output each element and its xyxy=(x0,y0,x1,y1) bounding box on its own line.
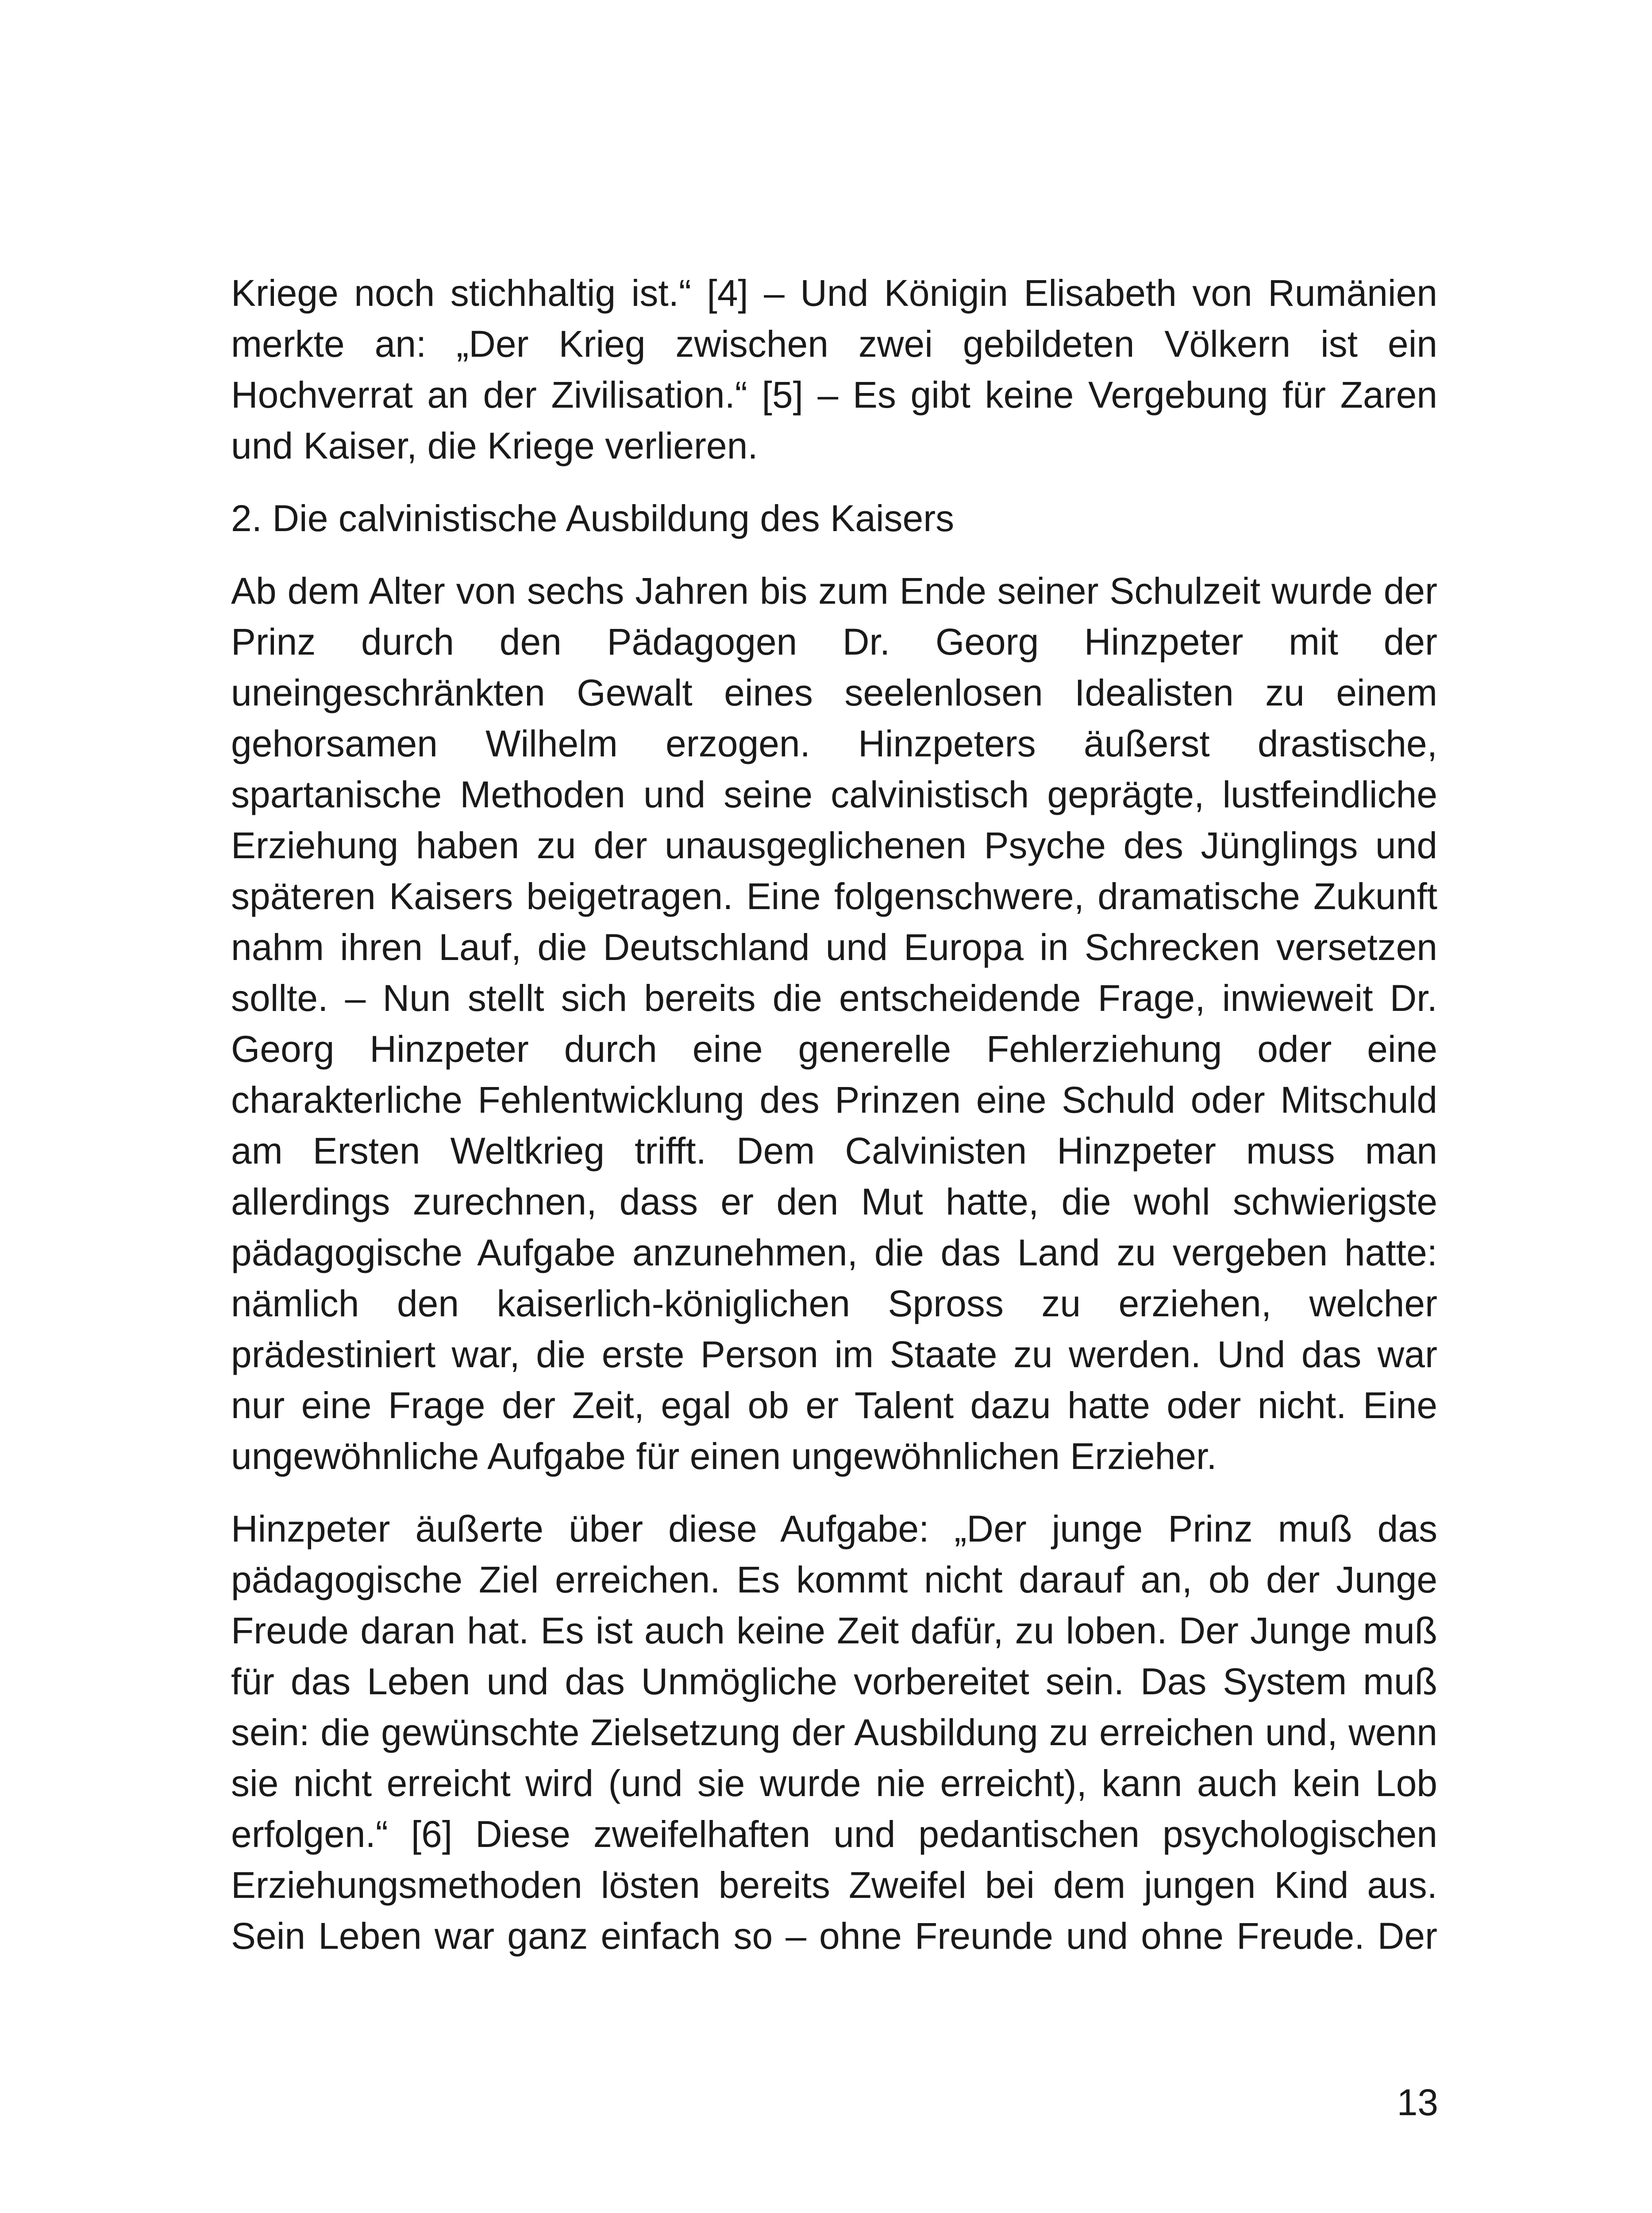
text-line: gehorsamen Wilhelm erzogen. Hinzpeters äußerst drastische, xyxy=(231,723,1437,764)
text-line: Prinz durch den Pädagogen Dr. Georg Hinzpeter mit der xyxy=(231,621,1437,663)
text-line: nahm ihren Lauf, die Deutschland und Europa in Schrecken versetzen xyxy=(231,926,1437,968)
section-heading xyxy=(231,493,1437,544)
text-line: Freude daran hat. Es ist auch keine Zeit dafür, zu loben. Der Junge muß xyxy=(231,1610,1437,1651)
paragraph-gap xyxy=(231,1482,1437,1504)
text-line: Erziehungsmethoden lösten bereits Zweifel bei dem jungen Kind aus. xyxy=(231,1864,1437,1906)
text-line: allerdings zurechnen, dass er den Mut hatte, die wohl schwierigste xyxy=(231,1181,1437,1222)
text-line: ungewöhnliche Aufgabe für einen ungewöhnlichen Erzieher. xyxy=(231,1435,1217,1477)
text-line: prädestiniert war, die erste Person im Staate zu werden. Und das war xyxy=(231,1334,1437,1375)
paragraph-gap xyxy=(231,471,1437,493)
text-line: Georg Hinzpeter durch eine generelle Fehlerziehung oder eine xyxy=(231,1028,1437,1070)
paragraph-gap xyxy=(231,544,1437,566)
text-line: und Kaiser, die Kriege verlieren. xyxy=(231,425,758,467)
text-line: Ab dem Alter von sechs Jahren bis zum Ende seiner Schulzeit wurde der xyxy=(231,570,1437,612)
text-line: nämlich den kaiserlich-königlichen Spross zu erziehen, welcher xyxy=(231,1283,1437,1324)
text-line: am Ersten Weltkrieg trifft. Dem Calvinisten Hinzpeter muss man xyxy=(231,1130,1437,1172)
text-line: sollte. – Nun stellt sich bereits die entscheidende Frage, inwieweit Dr. xyxy=(231,977,1437,1019)
body-text xyxy=(231,268,1437,1962)
text-line: uneingeschränkten Gewalt eines seelenlosen Idealisten zu einem xyxy=(231,672,1437,713)
text-line: nur eine Frage der Zeit, egal ob er Talent dazu hatte oder nicht. Eine xyxy=(231,1384,1437,1426)
text-line: sein: die gewünschte Zielsetzung der Ausbildung zu erreichen und, wenn xyxy=(231,1712,1437,1753)
text-line: merkte an: „Der Krieg zwischen zwei gebildeten Völkern ist ein xyxy=(231,323,1437,365)
text-line: erfolgen.“ [6] Diese zweifelhaften und pedantischen psychologischen xyxy=(231,1813,1437,1855)
text-line: pädagogische Ziel erreichen. Es kommt nicht darauf an, ob der Junge xyxy=(231,1559,1437,1600)
text-line: Hochverrat an der Zivilisation.“ [5] – Es gibt keine Vergebung für Zaren xyxy=(231,374,1437,416)
text-line: Kriege noch stichhaltig ist.“ [4] – Und Königin Elisabeth von Rumänien xyxy=(231,272,1437,314)
paragraph-3 xyxy=(231,1504,1437,1962)
text-line: Sein Leben war ganz einfach so – ohne Freunde und ohne Freude. Der xyxy=(231,1915,1437,1957)
text-line: für das Leben und das Unmögliche vorbereitet sein. Das System muß xyxy=(231,1661,1437,1702)
text-line: späteren Kaisers beigetragen. Eine folgenschwere, dramatische Zukunft xyxy=(231,875,1437,917)
heading-text: 2. Die calvinistische Ausbildung des Kaisers xyxy=(231,497,955,539)
text-line: pädagogische Aufgabe anzunehmen, die das Land zu vergeben hatte: xyxy=(231,1232,1437,1273)
text-line: spartanische Methoden und seine calvinistisch geprägte, lustfeindliche xyxy=(231,774,1437,815)
text-line: Hinzpeter äußerte über diese Aufgabe: „Der junge Prinz muß das xyxy=(231,1508,1437,1550)
paragraph-1 xyxy=(231,268,1437,471)
text-line: charakterliche Fehlentwicklung des Prinzen eine Schuld oder Mitschuld xyxy=(231,1079,1437,1121)
text-line: sie nicht erreicht wird (und sie wurde nie erreicht), kann auch kein Lob xyxy=(231,1762,1437,1804)
text-line: Erziehung haben zu der unausgeglichenen Psyche des Jünglings und xyxy=(231,825,1437,866)
paragraph-2 xyxy=(231,566,1437,1482)
page-number: 13 xyxy=(1397,2082,1438,2123)
